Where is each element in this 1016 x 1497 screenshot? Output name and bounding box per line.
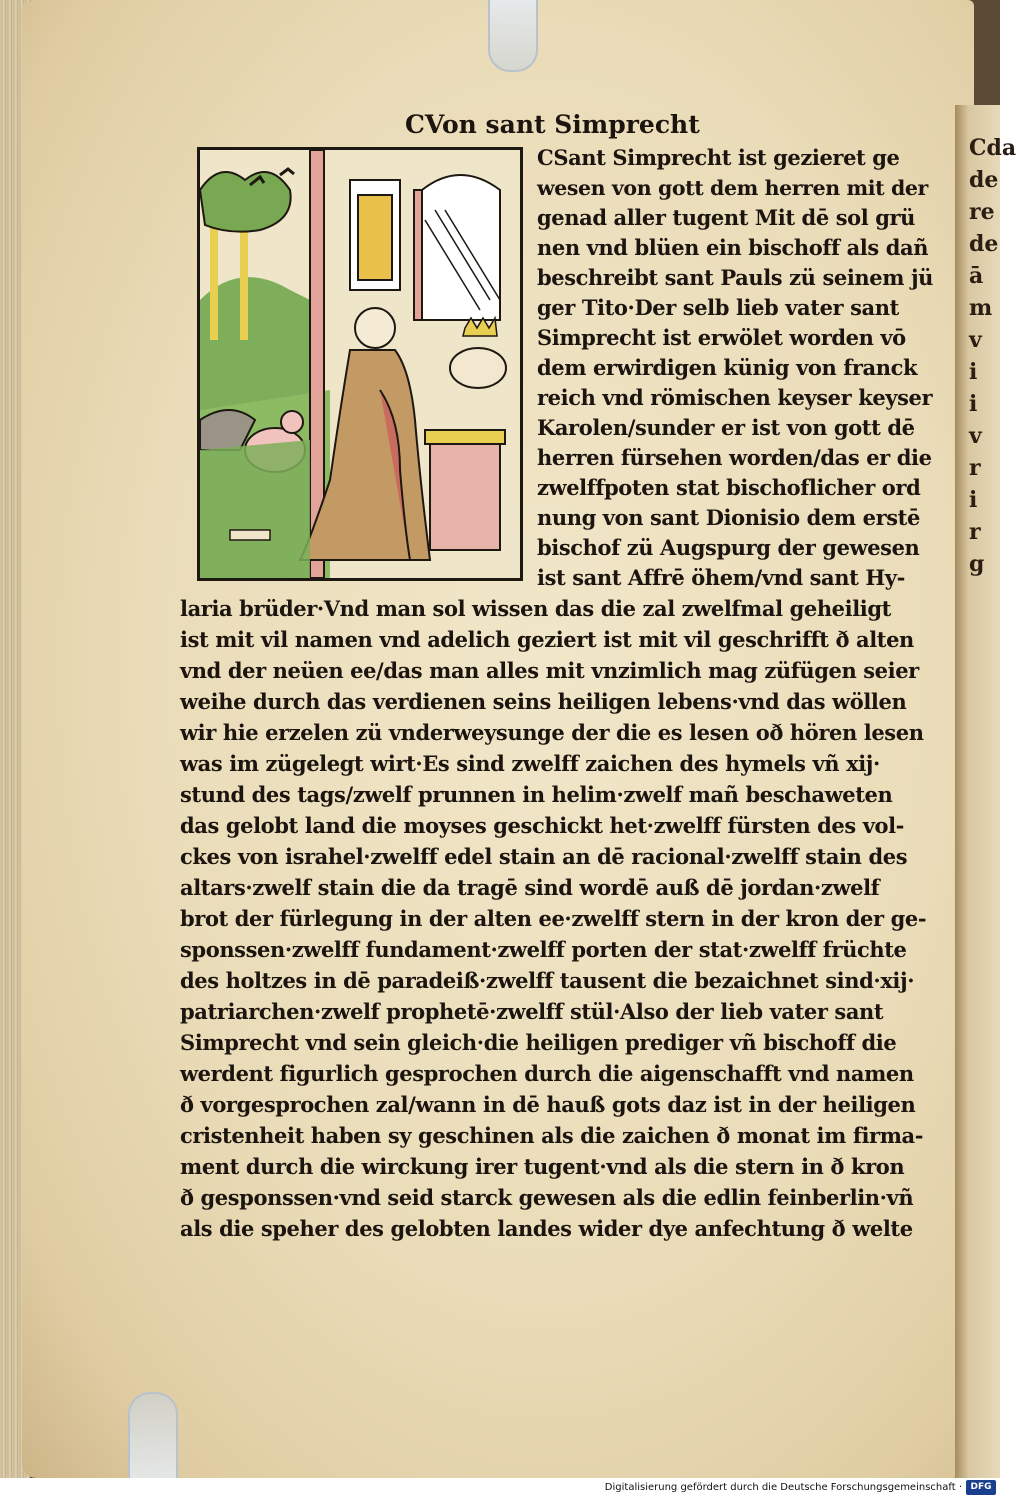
facing-page-fragment: r xyxy=(969,519,981,545)
facing-page-fragment: v xyxy=(969,423,982,449)
funding-credit: Digitalisierung gefördert durch die Deutsche Forschungsgemeinschaft · xyxy=(604,1482,962,1493)
text-line: dem erwirdigen künig von franck xyxy=(537,355,918,380)
text-line: ckes von israhel·zwelff edel stain an dē racional·zwelff stain des xyxy=(180,844,908,869)
text-line: zwelffpoten stat bischoflicher ord xyxy=(537,475,921,500)
chapter-heading: CVon sant Simprecht xyxy=(405,110,700,139)
text-line: CSant Simprecht ist gezieret ge xyxy=(537,145,900,170)
facing-page xyxy=(955,105,1016,1478)
facing-page-fragment: g xyxy=(969,551,985,577)
facing-page-fragment: i xyxy=(969,359,978,385)
facing-page-fragment: m xyxy=(969,295,993,321)
text-line: sponssen·zwelff fundament·zwelff porten der stat·zwelff früchte xyxy=(180,937,907,962)
text-line: weihe durch das verdienen seins heiligen lebens·vnd das wöllen xyxy=(180,689,907,714)
text-line: ment durch die wirckung irer tugent·vnd als die stern in ð kron xyxy=(180,1154,905,1179)
facing-page-fragment: i xyxy=(969,487,978,513)
text-line: vnd der neüen ee/das man alles mit vnzimlich mag züfügen seier xyxy=(180,658,919,683)
text-line: laria brüder·Vnd man sol wissen das die zal zwelfmal geheiligt xyxy=(180,596,891,621)
text-line: wir hie erzelen zü vnderweysunge der die es lesen oð hören lesen xyxy=(180,720,924,745)
text-line: cristenheit haben sy geschinen als die zaichen ð monat im firma- xyxy=(180,1123,924,1148)
page-clip-top xyxy=(488,0,538,72)
text-line: bischof zü Augspurg der gewesen xyxy=(537,535,920,560)
text-line: reich vnd römischen keyser keyser xyxy=(537,385,933,410)
text-line: ð vorgesprochen zal/wann in dē hauß gots daz ist in der heiligen xyxy=(180,1092,916,1117)
text-line: altars·zwelf stain die da tragē sind wordē auß dē jordan·zwelf xyxy=(180,875,880,900)
facing-page-fragment: i xyxy=(969,391,978,417)
facing-page-fragment: r xyxy=(969,455,981,481)
text-line: als die speher des gelobten landes wider dye anfechtung ð welte xyxy=(180,1216,913,1241)
text-line: ist sant Affrē öhem/vnd sant Hy- xyxy=(537,565,905,590)
text-line: beschreibt sant Pauls zü seinem jü xyxy=(537,265,934,290)
text-line: nung von sant Dionisio dem erstē xyxy=(537,505,920,530)
text-line: das gelobt land die moyses geschickt het·zwelff fürsten des vol- xyxy=(180,813,904,838)
facing-page-fragment: Cda xyxy=(969,135,1016,161)
text-line: patriarchen·zwelf prophetē·zwelff stül·Also der lieb vater sant xyxy=(180,999,884,1024)
text-line: was im zügelegt wirt·Es sind zwelff zaichen des hymels vñ xij· xyxy=(180,751,880,776)
text-line: werdent figurlich gesprochen durch die aigenschafft vnd namen xyxy=(180,1061,914,1086)
facing-page-fragment: de xyxy=(969,167,999,193)
text-line: brot der fürlegung in der alten ee·zwelff stern in der kron der ge- xyxy=(180,906,927,931)
text-line: ger Tito·Der selb lieb vater sant xyxy=(537,295,899,320)
facing-page-fragment: de xyxy=(969,231,999,257)
woodcut-image xyxy=(200,150,520,578)
text-line: stund des tags/zwelf prunnen in helim·zwelf mañ beschaweten xyxy=(180,782,893,807)
facing-page-fragment: ā xyxy=(969,263,984,289)
facing-page-fragment: re xyxy=(969,199,995,225)
text-line: des holtzes in dē paradeiß·zwelff tausent die bezaichnet sind·xij· xyxy=(180,968,915,993)
text-line: wesen von gott dem herren mit der xyxy=(537,176,928,200)
text-line: nen vnd blüen ein bischoff als dañ xyxy=(537,235,929,260)
text-line: genad aller tugent Mit dē sol grü xyxy=(537,205,916,230)
text-line: Simprecht vnd sein gleich·die heiligen prediger vñ bischoff die xyxy=(180,1030,897,1055)
text-line: ð gesponssen·vnd seid starck gewesen als die edlin feinberlin·vñ xyxy=(180,1185,914,1210)
page-clip-bottom xyxy=(128,1392,178,1480)
facing-page-fragment: v xyxy=(969,327,982,353)
text-line: Karolen/sunder er ist von gott dē xyxy=(537,415,915,440)
dfg-logo: DFG xyxy=(966,1480,996,1495)
text-line: herren fürsehen worden/das er die xyxy=(537,445,932,470)
text-line: ist mit vil namen vnd adelich geziert ist mit vil geschrifft ð alten xyxy=(180,627,914,652)
footer-bar xyxy=(0,1478,1000,1497)
text-line: Simprecht ist erwölet worden vō xyxy=(537,325,906,350)
woodcut-illustration xyxy=(197,147,523,581)
